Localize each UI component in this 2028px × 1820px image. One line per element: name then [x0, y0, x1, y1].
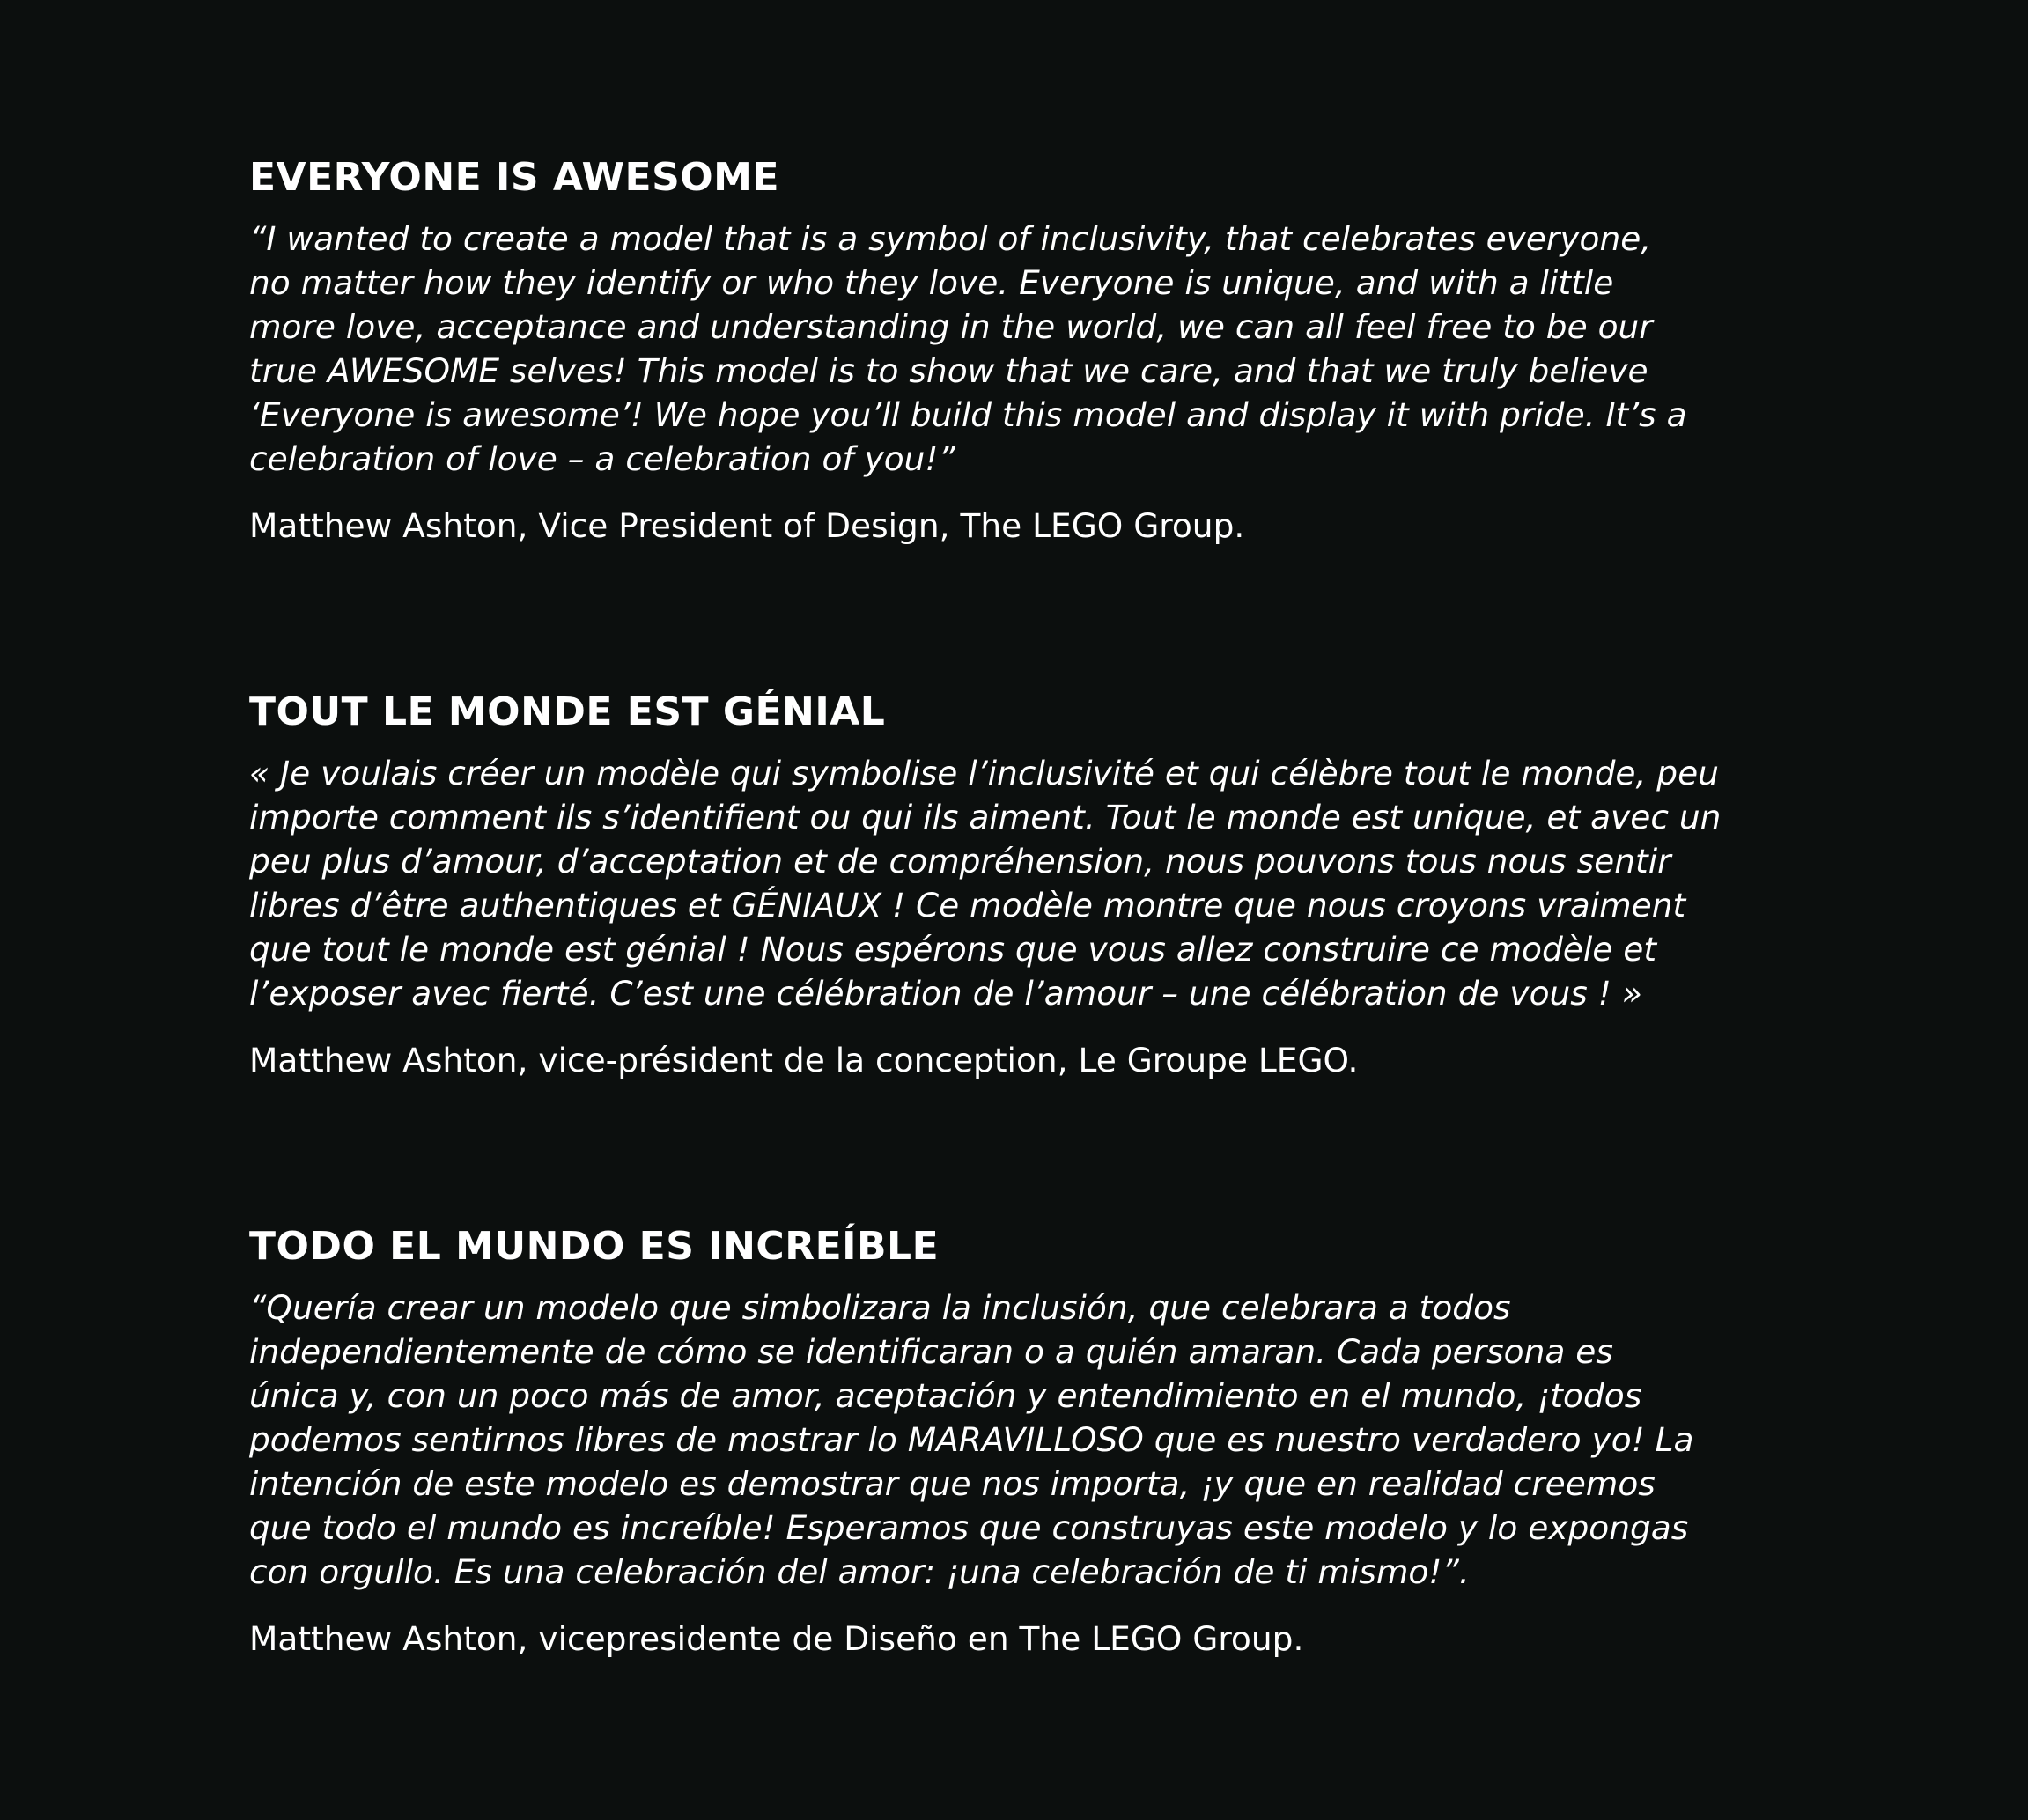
quote-paragraph [249, 1286, 1781, 1594]
quote-line: podemos sentirnos libres de mostrar lo MARAVILLOSO que es nuestro verdadero yo! La [249, 1420, 1694, 1459]
quote-attribution: Matthew Ashton, Vice President of Design, The LEGO Group. [249, 506, 1245, 545]
quote-paragraph [249, 217, 1781, 481]
quote-attribution: Matthew Ashton, vice-président de la conception, Le Groupe LEGO. [249, 1041, 1359, 1079]
quote-line: more love, acceptance and understanding in the world, we can all feel free to be our [249, 307, 1653, 346]
quote-line: que todo el mundo es increíble! Esperamos que construyas este modelo y lo expongas [249, 1508, 1689, 1547]
quote-attribution: Matthew Ashton, vicepresidente de Diseño en The LEGO Group. [249, 1619, 1304, 1658]
section-french [249, 684, 1781, 1082]
quote-line: con orgullo. Es una celebración del amor: ¡una celebración de ti mismo!”. [249, 1552, 1470, 1591]
section-heading: EVERYONE IS AWESOME [249, 155, 780, 200]
section-heading: TOUT LE MONDE EST GÉNIAL [249, 689, 886, 734]
quote-line: que tout le monde est génial ! Nous espérons que vous allez construire ce modèle et [249, 930, 1657, 969]
quote-line: “I wanted to create a model that is a symbol of inclusivity, that celebrates everyone, [249, 219, 1652, 258]
quote-line: “Quería crear un modelo que simbolizara la inclusión, que celebrara a todos [249, 1288, 1511, 1327]
section-english [249, 150, 1781, 548]
quote-paragraph [249, 751, 1781, 1015]
quote-line: importe comment ils s’identifient ou qui ils aiment. Tout le monde est unique, et avec un [249, 798, 1722, 836]
quote-line: independientemente de cómo se identificaran o a quién amaran. Cada persona es [249, 1332, 1613, 1371]
section-heading: TODO EL MUNDO ES INCREÍBLE [249, 1224, 940, 1269]
quote-line: intención de este modelo es demostrar que nos importa, ¡y que en realidad creemos [249, 1464, 1656, 1503]
quote-line: no matter how they identify or who they love. Everyone is unique, and with a little [249, 263, 1614, 302]
quote-line: única y, con un poco más de amor, aceptación y entendimiento en el mundo, ¡todos [249, 1376, 1642, 1415]
quote-line: true AWESOME selves! This model is to show that we care, and that we truly believe [249, 351, 1648, 390]
section-spanish [249, 1219, 1781, 1661]
quote-line: celebration of love – a celebration of you!” [249, 439, 955, 478]
quote-line: peu plus d’amour, d’acceptation et de compréhension, nous pouvons tous nous sentir [249, 842, 1671, 881]
quote-line: ‘Everyone is awesome’! We hope you’ll build this model and display it with pride. It’s a [249, 395, 1687, 434]
quote-line: « Je voulais créer un modèle qui symbolise l’inclusivité et qui célèbre tout le monde, peu [249, 754, 1719, 792]
quote-line: l’exposer avec fierté. C’est une célébration de l’amour – une célébration de vous ! » [249, 974, 1642, 1013]
quote-line: libres d’être authentiques et GÉNIAUX ! Ce modèle montre que nous croyons vraiment [249, 886, 1686, 925]
